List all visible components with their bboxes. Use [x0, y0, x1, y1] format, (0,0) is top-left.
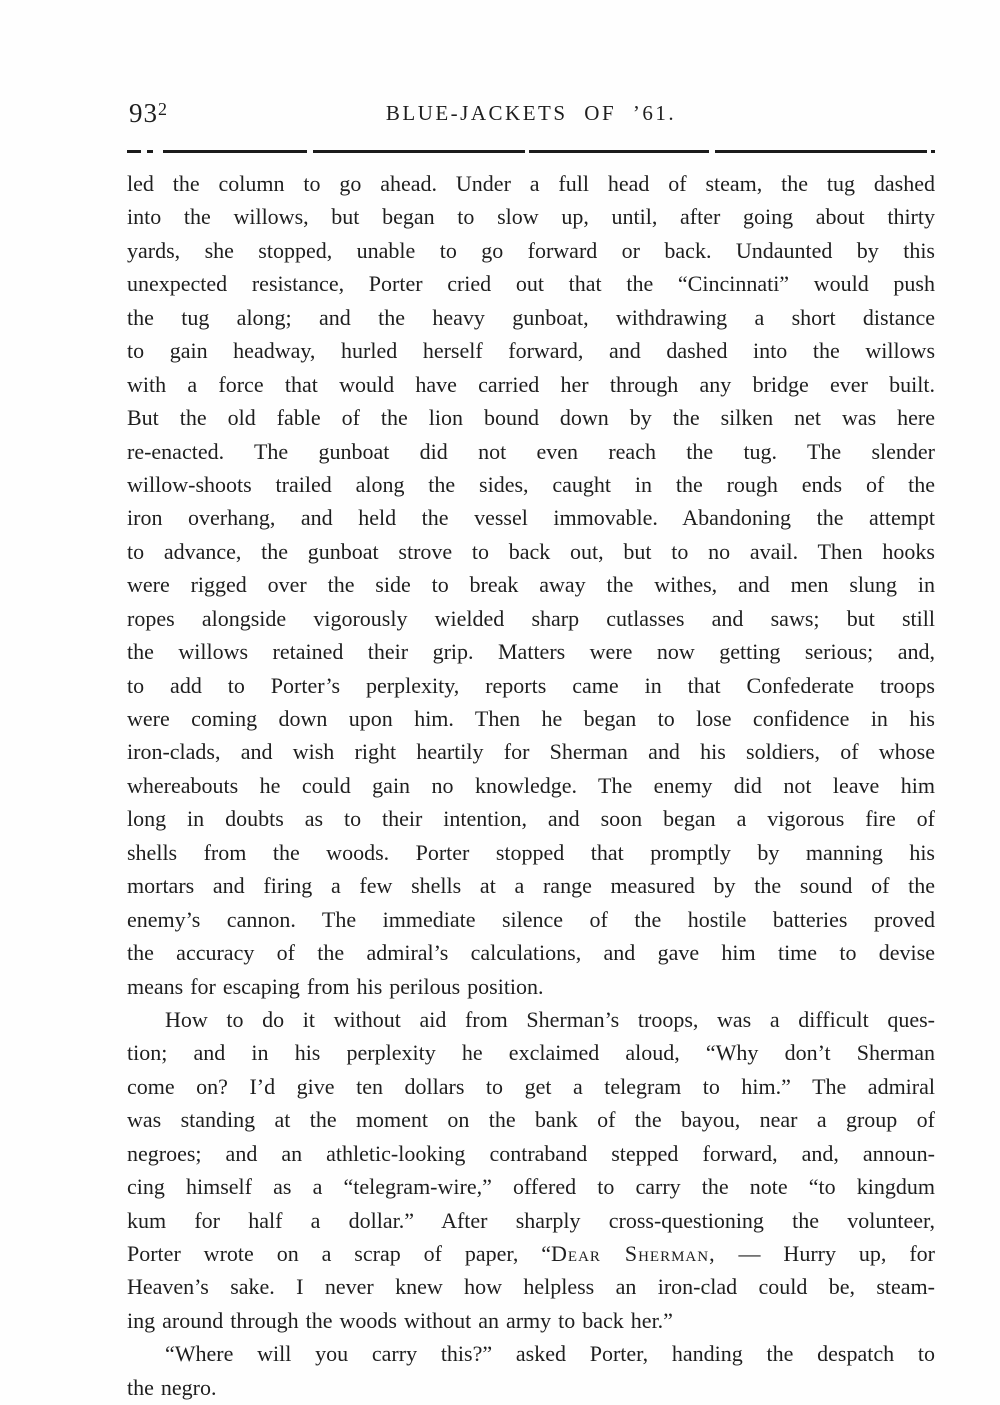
text-line: negroes; and an athletic-looking contraband stepped forward, and, announ-	[127, 1140, 935, 1166]
text-line: was standing at the moment on the bank of the bayou, near a group of	[127, 1107, 935, 1133]
text-line: Heaven’s sake. I never knew how helpless an iron-clad could be, steam-	[127, 1274, 935, 1300]
text-line: cing himself as a “telegram-wire,” offered to carry the note “to kingdum	[127, 1174, 935, 1200]
text-line: yards, she stopped, unable to go forward or back. Undaunted by this	[127, 237, 935, 263]
text-line: long in doubts as to their intention, and soon began a vigorous fire of	[127, 806, 935, 832]
text-line: led the column to go ahead. Under a full head of steam, the tug dashed	[127, 171, 935, 196]
text-line: were rigged over the side to break away the withes, and men slung in	[127, 572, 935, 598]
text-line: whereabouts he could gain no knowledge. The enemy did not leave him	[127, 772, 935, 798]
header-rule	[127, 150, 935, 153]
text-line: the willows retained their grip. Matters were now getting serious; and,	[127, 639, 935, 665]
running-title: BLUE-JACKETS OF ’61.	[385, 101, 677, 125]
text-line: willow-shoots trailed along the sides, caught in the rough ends of the	[127, 471, 935, 497]
text-line: Porter wrote on a scrap of paper, “Dear Sherman, — Hurry up, for	[127, 1241, 935, 1266]
text-line: tion; and in his perplexity he exclaimed aloud, “Why don’t Sherman	[127, 1040, 935, 1066]
page-header	[127, 98, 935, 138]
text-line: the negro.	[127, 1374, 217, 1400]
text-line: shells from the woods. Porter stopped that promptly by manning his	[127, 839, 935, 865]
text-line: re-enacted. The gunboat did not even reach the tug. The slender	[127, 438, 935, 464]
text-line: means for escaping from his perilous position.	[127, 973, 544, 999]
text-line: ing around through the woods without an army to back her.”	[127, 1307, 673, 1333]
page-number	[129, 98, 168, 129]
text-line: But the old fable of the lion bound down by the silken net was here	[127, 405, 935, 431]
text-line: ropes alongside vigorously wielded sharp cutlasses and saws; but still	[127, 605, 935, 631]
text-line: the accuracy of the admiral’s calculations, and gave him time to devise	[127, 940, 935, 966]
text-line: iron overhang, and held the vessel immovable. Abandoning the attempt	[127, 505, 935, 531]
page-number-main: 93	[129, 98, 158, 128]
text-line: to add to Porter’s perplexity, reports came in that Confederate troops	[127, 672, 935, 698]
small-caps-text: Dear Sherman,	[551, 1241, 716, 1266]
text-line: “Where will you carry this?” asked Porter, handing the despatch to	[165, 1341, 935, 1367]
text-line: iron-clads, and wish right heartily for Sherman and his soldiers, of whose	[127, 739, 935, 765]
text-line: were coming down upon him. Then he began to lose confidence in his	[127, 706, 935, 731]
text-line: with a force that would have carried her through any bridge ever built.	[127, 371, 935, 397]
text-line: unexpected resistance, Porter cried out that the “Cincinnati” would push	[127, 271, 935, 297]
text-line: kum for half a dollar.” After sharply cross-questioning the volunteer,	[127, 1207, 935, 1233]
text-line: to gain headway, hurled herself forward, and dashed into the willows	[127, 338, 935, 364]
text-line: mortars and firing a few shells at a range measured by the sound of the	[127, 873, 935, 899]
text-line: How to do it without aid from Sherman’s troops, was a difficult ques-	[165, 1006, 935, 1032]
text-line: into the willows, but began to slow up, until, after going about thirty	[127, 204, 935, 230]
page-number-superscript: 2	[158, 99, 168, 119]
text-line: the tug along; and the heavy gunboat, withdrawing a short distance	[127, 304, 935, 330]
text-line: enemy’s cannon. The immediate silence of the hostile batteries proved	[127, 906, 935, 932]
body-text	[127, 167, 935, 1404]
text-line: to advance, the gunboat strove to back out, but to no avail. Then hooks	[127, 538, 935, 564]
text-line: come on? I’d give ten dollars to get a telegram to him.” The admiral	[127, 1073, 935, 1099]
